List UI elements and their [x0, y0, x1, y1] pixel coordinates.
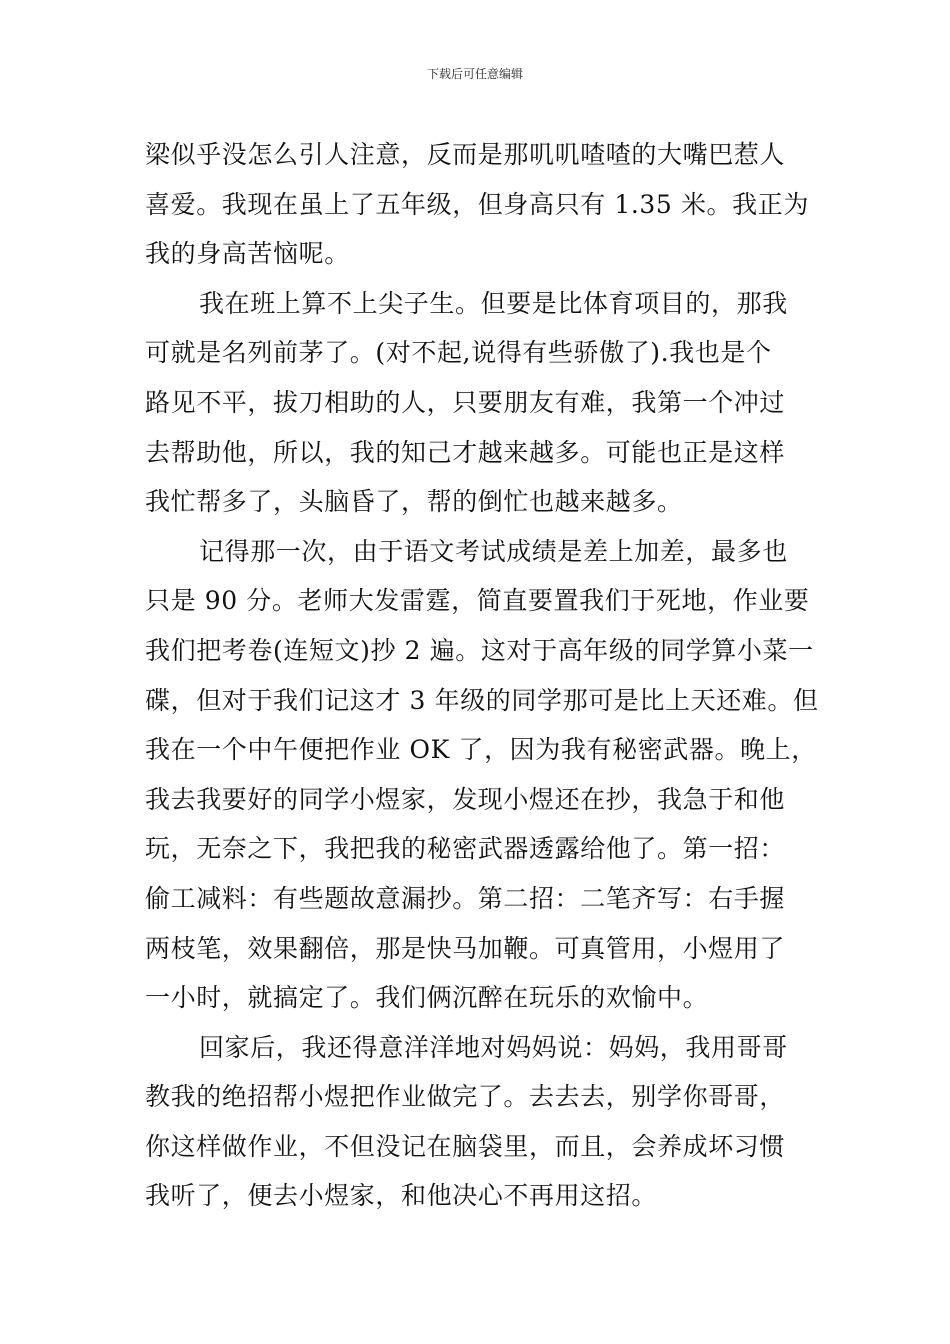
- text-line: 去帮助他，所以，我的知己才越来越多。可能也正是这样: [145, 437, 786, 467]
- text-line: 我在一个中午便把作业 OK 了，因为我有秘密武器。晚上，: [145, 735, 817, 765]
- text-line: 梁似乎没怎么引人注意，反而是那叽叽喳喳的大嘴巴惹人: [145, 140, 786, 169]
- text-line: 偷工减料：有些题故意漏抄。第二招：二笔齐写：右手握: [145, 883, 786, 913]
- text-line: 我去我要好的同学小煜家，发现小煜还在抄，我急于和他: [145, 784, 786, 814]
- text-line: 可就是名列前茅了。(对不起,说得有些骄傲了).我也是个: [145, 338, 772, 368]
- text-line: 我们把考卷(连短文)抄 2 遍。这对于高年级的同学算小菜一: [145, 635, 814, 665]
- page-header: 下载后可任意编辑: [426, 67, 523, 81]
- text-line: 我忙帮多了，头脑昏了，帮的倒忙也越来越多。: [145, 487, 683, 517]
- text-line: 两枝笔，效果翻倍，那是快马加鞭。可真管用，小煜用了: [145, 933, 786, 963]
- text-line: 我听了，便去小煜家，和他决心不再用这招。: [145, 1181, 658, 1211]
- text-line: 教我的绝招帮小煜把作业做完了。去去去，别学你哥哥，: [145, 1082, 786, 1112]
- paragraph-first-line: 记得那一次，由于语文考试成绩是差上加差，最多也: [199, 536, 788, 566]
- text-line: 一小时，就搞定了。我们俩沉醉在玩乐的欢愉中。: [145, 983, 709, 1013]
- text-line: 玩，无奈之下，我把我的秘密武器透露给他了。第一招：: [145, 834, 786, 864]
- text-line: 你这样做作业，不但没记在脑袋里，而且，会养成坏习惯: [145, 1131, 786, 1161]
- text-line: 碟，但对于我们记这才 3 年级的同学那可是比上天还难。但: [145, 685, 819, 715]
- text-line: 路见不平，拔刀相助的人，只要朋友有难，我第一个冲过: [145, 387, 786, 417]
- text-line: 喜爱。我现在虽上了五年级，但身高只有 1.35 米。我正为: [145, 189, 809, 219]
- paragraph-first-line: 我在班上算不上尖子生。但要是比体育项目的，那我: [199, 288, 788, 318]
- body-text: [145, 130, 819, 1221]
- text-line: 只是 90 分。老师大发雷霆，简直要置我们于死地，作业要: [145, 586, 810, 616]
- paragraph-first-line: 回家后，我还得意洋洋地对妈妈说：妈妈，我用哥哥: [199, 1032, 788, 1062]
- text-line: 我的身高苦恼呢。: [145, 239, 350, 269]
